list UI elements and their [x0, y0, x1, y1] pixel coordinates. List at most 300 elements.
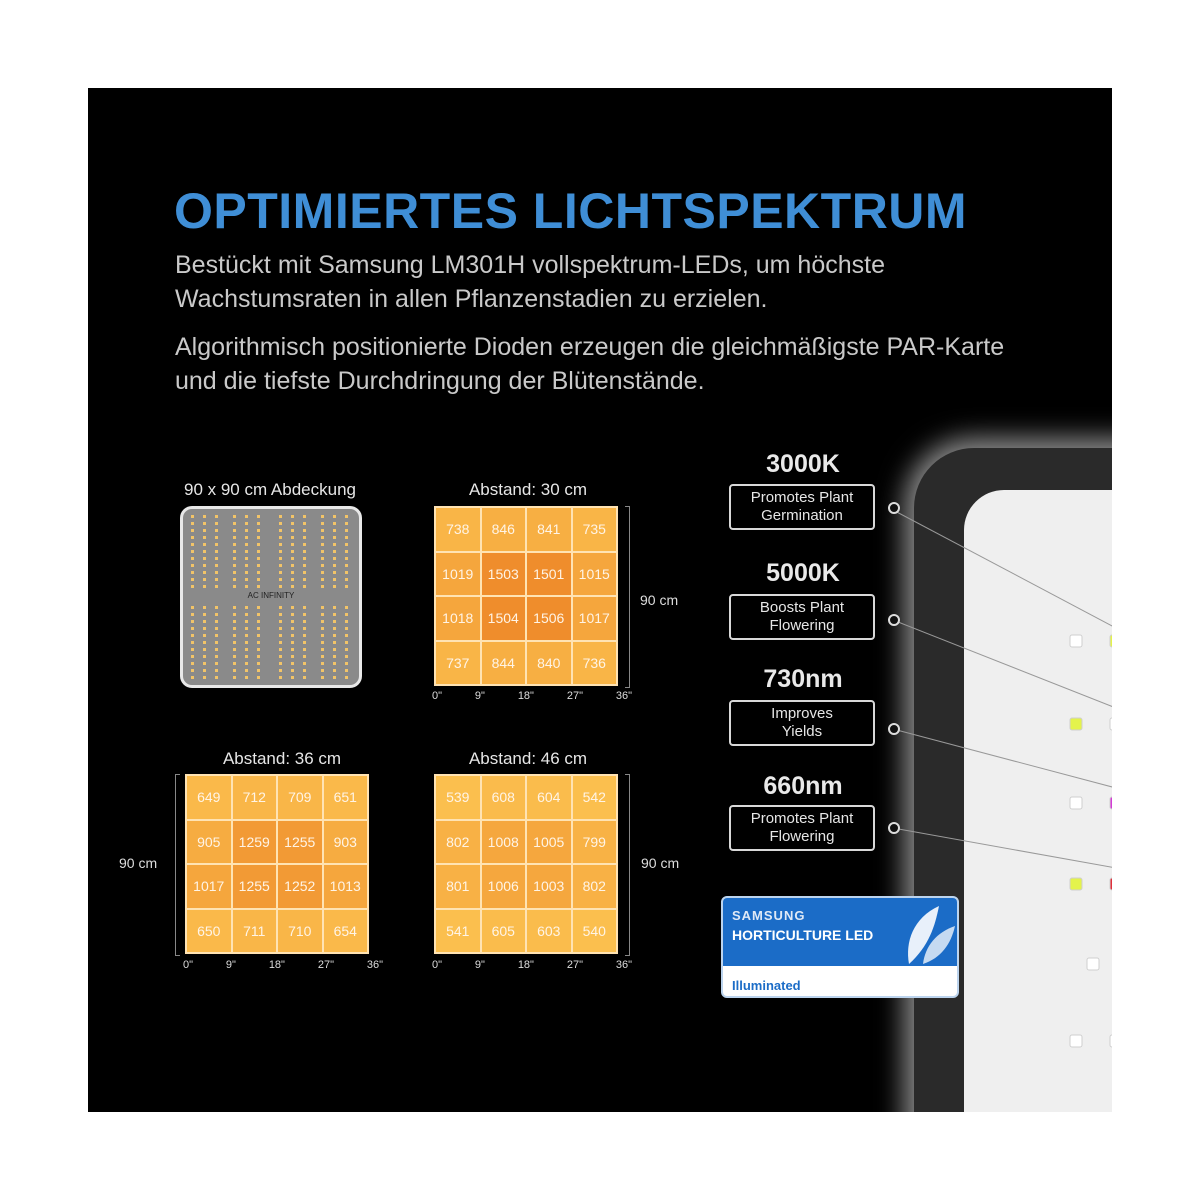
- diode: [279, 571, 282, 574]
- par-cell: 1006: [482, 865, 526, 908]
- diode: [203, 571, 206, 574]
- fixture-diode: [1110, 635, 1112, 647]
- diode: [345, 515, 348, 518]
- leaf-icon: [899, 902, 957, 966]
- diode: [257, 585, 260, 588]
- diode: [245, 606, 248, 609]
- diode: [303, 564, 306, 567]
- diode: [333, 655, 336, 658]
- diode: [191, 578, 194, 581]
- par-cell: 608: [482, 776, 526, 819]
- diode: [257, 669, 260, 672]
- axis-tick-label: 27": [566, 690, 583, 702]
- diode: [291, 585, 294, 588]
- axis-tick-label: 0": [183, 959, 194, 971]
- diode: [333, 585, 336, 588]
- diode: [233, 641, 236, 644]
- diode: [233, 655, 236, 658]
- diode: [279, 613, 282, 616]
- diode: [203, 634, 206, 637]
- diode: [291, 571, 294, 574]
- callout-dot-5000k: [888, 614, 900, 626]
- diode: [345, 578, 348, 581]
- axis-tick-label: 36": [615, 690, 632, 702]
- diode: [215, 522, 218, 525]
- par-cell: 649: [187, 776, 231, 819]
- par-map-30-size: 90 cm: [640, 592, 679, 608]
- diode: [215, 620, 218, 623]
- diode: [321, 648, 324, 651]
- diode: [245, 536, 248, 539]
- diode: [303, 676, 306, 679]
- spectrum-3000k-box: [729, 484, 875, 530]
- par-cell: 844: [482, 642, 526, 685]
- diode: [303, 557, 306, 560]
- diode: [279, 529, 282, 532]
- diode: [333, 578, 336, 581]
- diode: [303, 627, 306, 630]
- diode: [191, 648, 194, 651]
- diode: [333, 634, 336, 637]
- par-map-30-bracket: [625, 506, 630, 688]
- diode: [279, 669, 282, 672]
- diode: [191, 641, 194, 644]
- spectrum-5000k-line2: Flowering: [769, 617, 835, 634]
- diode: [215, 648, 218, 651]
- axis-tick-label: 27": [566, 959, 583, 971]
- par-cell: 603: [527, 910, 571, 953]
- diode: [233, 620, 236, 623]
- diode: [279, 641, 282, 644]
- diode: [333, 648, 336, 651]
- par-map-36-bracket: [175, 774, 180, 956]
- diode: [203, 529, 206, 532]
- par-cell: 841: [527, 508, 571, 551]
- diode: [321, 550, 324, 553]
- diode: [303, 613, 306, 616]
- axis-tick-label: 9": [474, 690, 485, 702]
- diode: [321, 669, 324, 672]
- diode: [345, 550, 348, 553]
- diode: [245, 662, 248, 665]
- diode: [257, 613, 260, 616]
- diode: [303, 606, 306, 609]
- diode: [279, 676, 282, 679]
- par-cell: 654: [324, 910, 368, 953]
- spectrum-3000k-line2: Germination: [761, 507, 843, 524]
- diode: [257, 536, 260, 539]
- diode: [291, 634, 294, 637]
- diode: [345, 648, 348, 651]
- diode: [303, 585, 306, 588]
- diode: [279, 550, 282, 553]
- diode: [203, 515, 206, 518]
- par-cell: 1503: [482, 553, 526, 596]
- diode: [245, 515, 248, 518]
- diode: [257, 606, 260, 609]
- diode: [321, 634, 324, 637]
- diode: [233, 557, 236, 560]
- diode: [321, 585, 324, 588]
- par-map-36: [185, 774, 369, 954]
- diode: [279, 515, 282, 518]
- diode: [215, 634, 218, 637]
- spectrum-660nm-box: [729, 805, 875, 851]
- axis-tick-label: 27": [317, 959, 334, 971]
- diode: [203, 578, 206, 581]
- diode: [203, 522, 206, 525]
- diode: [333, 515, 336, 518]
- fixture-diode: [1070, 797, 1082, 809]
- diode: [215, 585, 218, 588]
- diode: [321, 522, 324, 525]
- diode: [215, 550, 218, 553]
- board-logo-text: AC INFINITY: [247, 591, 295, 600]
- par-map-36-ticks: [183, 959, 383, 971]
- par-cell: 1255: [278, 821, 322, 864]
- diode: [191, 676, 194, 679]
- diode: [321, 662, 324, 665]
- axis-tick-label: 36": [615, 959, 632, 971]
- fixture-diode: [1070, 635, 1082, 647]
- par-cell: 539: [436, 776, 480, 819]
- diode: [257, 557, 260, 560]
- badge-brand: SAMSUNG: [732, 908, 806, 923]
- diode: [291, 522, 294, 525]
- diode: [191, 662, 194, 665]
- diode: [291, 641, 294, 644]
- diode: [233, 529, 236, 532]
- diode: [279, 585, 282, 588]
- diode: [215, 669, 218, 672]
- diode: [345, 564, 348, 567]
- diode: [303, 529, 306, 532]
- par-map-36-size: 90 cm: [119, 855, 158, 871]
- diode: [279, 655, 282, 658]
- diode: [257, 627, 260, 630]
- diode: [291, 536, 294, 539]
- diode: [333, 613, 336, 616]
- par-map-30-ticks: [432, 690, 632, 702]
- par-cell: 736: [573, 642, 617, 685]
- axis-tick-label: 9": [474, 959, 485, 971]
- diode: [245, 641, 248, 644]
- diode: [321, 543, 324, 546]
- diode: [257, 571, 260, 574]
- diode: [257, 620, 260, 623]
- axis-tick-label: 18": [517, 959, 534, 971]
- diode: [203, 564, 206, 567]
- spectrum-5000k-box: [729, 594, 875, 640]
- diode: [333, 557, 336, 560]
- callout-dot-3000k: [888, 502, 900, 514]
- diode: [321, 564, 324, 567]
- spectrum-660nm-name: 660nm: [763, 772, 843, 800]
- diode: [233, 571, 236, 574]
- par-cell: 738: [436, 508, 480, 551]
- par-cell: 903: [324, 821, 368, 864]
- diode: [303, 536, 306, 539]
- diode: [291, 669, 294, 672]
- diode: [245, 676, 248, 679]
- diode: [233, 543, 236, 546]
- par-cell: 711: [233, 910, 277, 953]
- diode: [257, 515, 260, 518]
- diode: [333, 543, 336, 546]
- diode: [321, 536, 324, 539]
- par-cell: 1017: [573, 597, 617, 640]
- diode: [215, 557, 218, 560]
- diode: [233, 578, 236, 581]
- diode: [191, 522, 194, 525]
- diode: [291, 543, 294, 546]
- diode: [191, 550, 194, 553]
- par-map-30: [434, 506, 618, 686]
- samsung-horticulture-badge: [721, 896, 959, 998]
- spectrum-660nm-line1: Promotes Plant: [750, 810, 854, 827]
- diode: [345, 557, 348, 560]
- diode: [333, 536, 336, 539]
- diode: [345, 529, 348, 532]
- spectrum-730nm-line1: Improves: [771, 705, 833, 722]
- led-board-image: [180, 506, 362, 688]
- diode: [215, 543, 218, 546]
- par-cell: 1506: [527, 597, 571, 640]
- callout-dot-660nm: [888, 822, 900, 834]
- diode: [191, 543, 194, 546]
- diode: [279, 606, 282, 609]
- diode: [191, 515, 194, 518]
- diode: [291, 613, 294, 616]
- par-cell: 735: [573, 508, 617, 551]
- par-cell: 905: [187, 821, 231, 864]
- axis-tick-label: 9": [225, 959, 236, 971]
- diode: [345, 662, 348, 665]
- callout-leader-line: [893, 729, 1112, 788]
- par-cell: 541: [436, 910, 480, 953]
- diode: [191, 634, 194, 637]
- diode: [245, 564, 248, 567]
- diode: [303, 648, 306, 651]
- diode: [257, 522, 260, 525]
- diode: [291, 578, 294, 581]
- diode: [233, 634, 236, 637]
- diode: [203, 550, 206, 553]
- par-cell: 710: [278, 910, 322, 953]
- diode: [333, 662, 336, 665]
- diode: [203, 662, 206, 665]
- diode: [345, 522, 348, 525]
- diode: [257, 662, 260, 665]
- diode: [279, 522, 282, 525]
- diode: [345, 676, 348, 679]
- diode: [245, 634, 248, 637]
- diode: [345, 585, 348, 588]
- diode: [245, 669, 248, 672]
- callout-leader-line: [893, 620, 1112, 708]
- diode: [215, 606, 218, 609]
- par-map-30-caption: Abstand: 30 cm: [468, 480, 588, 499]
- diode: [333, 606, 336, 609]
- diode: [233, 662, 236, 665]
- intro-paragraph: Bestückt mit Samsung LM301H vollspektrum-LEDs, um höchste Wachstumsraten in allen Pflanzenstadien zu erzielen.: [175, 251, 885, 313]
- diode: [291, 620, 294, 623]
- diode: [321, 578, 324, 581]
- diode: [291, 662, 294, 665]
- diode: [245, 522, 248, 525]
- par-cell: 1013: [324, 865, 368, 908]
- diode: [291, 606, 294, 609]
- diode: [333, 550, 336, 553]
- diode: [203, 669, 206, 672]
- diode: [191, 613, 194, 616]
- spectrum-5000k-name: 5000K: [766, 559, 840, 587]
- diode: [333, 627, 336, 630]
- diode: [191, 620, 194, 623]
- diode: [245, 648, 248, 651]
- diode: [191, 536, 194, 539]
- diode: [279, 536, 282, 539]
- diode: [321, 606, 324, 609]
- diode: [215, 571, 218, 574]
- par-cell: 1255: [233, 865, 277, 908]
- callout-leader-line: [893, 510, 1112, 628]
- par-cell: 801: [436, 865, 480, 908]
- diode: [245, 550, 248, 553]
- par-cell: 1018: [436, 597, 480, 640]
- par-cell: 737: [436, 642, 480, 685]
- diode: [233, 550, 236, 553]
- spectrum-3000k-line1: Promotes Plant: [750, 489, 854, 506]
- diode: [257, 655, 260, 658]
- diode: [333, 571, 336, 574]
- fixture-diode: [1110, 718, 1112, 730]
- diode: [333, 620, 336, 623]
- diode: [279, 627, 282, 630]
- product-panel: [88, 88, 1112, 1112]
- diode: [303, 620, 306, 623]
- diode: [191, 529, 194, 532]
- diode: [333, 676, 336, 679]
- par-cell: 605: [482, 910, 526, 953]
- diode: [203, 606, 206, 609]
- par-cell: 604: [527, 776, 571, 819]
- diode: [215, 564, 218, 567]
- diode: [257, 564, 260, 567]
- diode: [257, 543, 260, 546]
- par-cell: 1252: [278, 865, 322, 908]
- diode: [321, 571, 324, 574]
- diode: [291, 550, 294, 553]
- diode: [245, 578, 248, 581]
- diode: [345, 641, 348, 644]
- axis-tick-label: 18": [268, 959, 285, 971]
- diode: [257, 676, 260, 679]
- diode: [257, 578, 260, 581]
- par-map-46: [434, 774, 618, 954]
- par-cell: 846: [482, 508, 526, 551]
- diode: [303, 641, 306, 644]
- badge-subtitle: Illuminated: [732, 978, 801, 993]
- axis-tick-label: 18": [517, 690, 534, 702]
- diode: [345, 536, 348, 539]
- diode: [245, 571, 248, 574]
- diode: [233, 515, 236, 518]
- diode: [215, 641, 218, 644]
- diode: [321, 655, 324, 658]
- diode: [291, 529, 294, 532]
- diode: [203, 641, 206, 644]
- diode: [321, 515, 324, 518]
- callout-dot-730nm: [888, 723, 900, 735]
- diode: [345, 655, 348, 658]
- diode: [191, 669, 194, 672]
- diode: [245, 613, 248, 616]
- diode: [303, 543, 306, 546]
- diode: [215, 578, 218, 581]
- par-cell: 802: [573, 865, 617, 908]
- par-cell: 1005: [527, 821, 571, 864]
- fixture-diode: [1087, 958, 1099, 970]
- diode: [215, 627, 218, 630]
- diode: [233, 627, 236, 630]
- diode: [233, 522, 236, 525]
- par-map-36-caption: Abstand: 36 cm: [222, 749, 342, 768]
- diode: [279, 662, 282, 665]
- diode: [203, 585, 206, 588]
- diode: [191, 557, 194, 560]
- diode: [279, 648, 282, 651]
- diode: [215, 662, 218, 665]
- diode: [215, 676, 218, 679]
- par-map-46-caption: Abstand: 46 cm: [468, 749, 588, 768]
- par-cell: 651: [324, 776, 368, 819]
- diode: [215, 655, 218, 658]
- diode: [245, 543, 248, 546]
- diode: [233, 613, 236, 616]
- diode: [215, 536, 218, 539]
- par-cell: 840: [527, 642, 571, 685]
- diode: [291, 564, 294, 567]
- diode: [257, 550, 260, 553]
- diode: [203, 620, 206, 623]
- par-cell: 1017: [187, 865, 231, 908]
- diode: [245, 627, 248, 630]
- diode: [345, 669, 348, 672]
- diode: [279, 578, 282, 581]
- par-cell: 1259: [233, 821, 277, 864]
- spectrum-730nm-box: [729, 700, 875, 746]
- diode: [233, 564, 236, 567]
- diode: [279, 557, 282, 560]
- diode: [203, 676, 206, 679]
- fixture-diode: [1110, 878, 1112, 890]
- diode: [203, 613, 206, 616]
- diode: [215, 515, 218, 518]
- par-cell: 1015: [573, 553, 617, 596]
- diode: [191, 571, 194, 574]
- diode: [233, 585, 236, 588]
- diode: [215, 613, 218, 616]
- diode: [257, 641, 260, 644]
- diode: [257, 529, 260, 532]
- diode: [245, 655, 248, 658]
- par-cell: 802: [436, 821, 480, 864]
- diode: [321, 613, 324, 616]
- diode: [245, 529, 248, 532]
- fixture-diode: [1070, 718, 1082, 730]
- diode: [233, 648, 236, 651]
